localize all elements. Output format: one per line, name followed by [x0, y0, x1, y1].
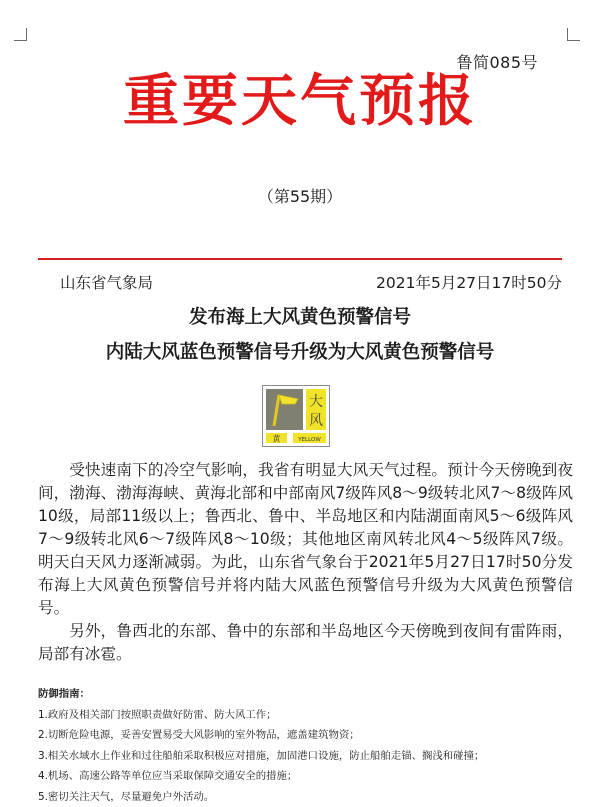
- issuing-agency: 山东省气象局: [60, 271, 153, 293]
- guide-title: 防御指南：: [38, 684, 578, 705]
- issue-number: （第55期）: [0, 184, 600, 207]
- document-number: 鲁简085号: [456, 50, 538, 73]
- signal-label-left: 黄: [273, 434, 282, 444]
- issue-datetime: 2021年5月27日17时50分: [376, 271, 562, 293]
- crop-mark-top-left: [14, 28, 27, 41]
- guide-item: 2.切断危险电源，妥善安置易受大风影响的室外物品，遮盖建筑物资；: [38, 725, 578, 746]
- signal-char-1: 大: [309, 393, 323, 410]
- guide-item: 3.相关水域水上作业和过往船舶采取积极应对措施，加固港口设施，防止船舶走锚、搁浅和碰撞；: [38, 746, 578, 767]
- guide-item: 4.机场、高速公路等单位应当采取保障交通安全的措施；: [38, 766, 578, 787]
- gale-yellow-warning-icon: [262, 385, 330, 447]
- body-paragraph-1: 受快速南下的冷空气影响，我省有明显大风天气过程。预计今天傍晚到夜间，渤海、渤海海峡、黄海北部和中部南风7级阵风8～9级转北风7～8级阵风10级，局部11级以上；鲁西北、鲁中、半岛地区和内陆湖面南风5～6级阵风7～9级转北风6～7级阵风8～10级；其他地区南风转北风4～5级阵风7级。明天白天风力逐渐减弱。为此，山东省气象台于2021年5月27日17时50分发布海上大风黄色预警信号并将内陆大风蓝色预警信号升级为大风黄色预警信号。: [38, 459, 573, 620]
- crop-mark-top-right: [567, 28, 580, 41]
- signal-label-right: YELLOW: [297, 437, 321, 443]
- header-divider: [38, 258, 562, 260]
- body-paragraph-2: 另外，鲁西北的东部、鲁中的东部和半岛地区今天傍晚到夜间有雷阵雨，局部有冰雹。: [38, 620, 573, 666]
- subtitle-line-2: 内陆大风蓝色预警信号升级为大风黄色预警信号: [0, 338, 600, 364]
- page-title: 重要天气预报: [0, 74, 600, 130]
- signal-char-2: 风: [309, 413, 323, 429]
- guide-item: 5.密切关注天气，尽量避免户外活动。: [38, 787, 578, 807]
- defense-guide: [38, 684, 578, 807]
- guide-item: 1.政府及相关部门按照职责做好防雷、防大风工作；: [38, 705, 578, 726]
- signal-panel: [266, 389, 303, 430]
- subtitle-line-1: 发布海上大风黄色预警信号: [0, 303, 600, 329]
- forecast-body: [38, 459, 573, 666]
